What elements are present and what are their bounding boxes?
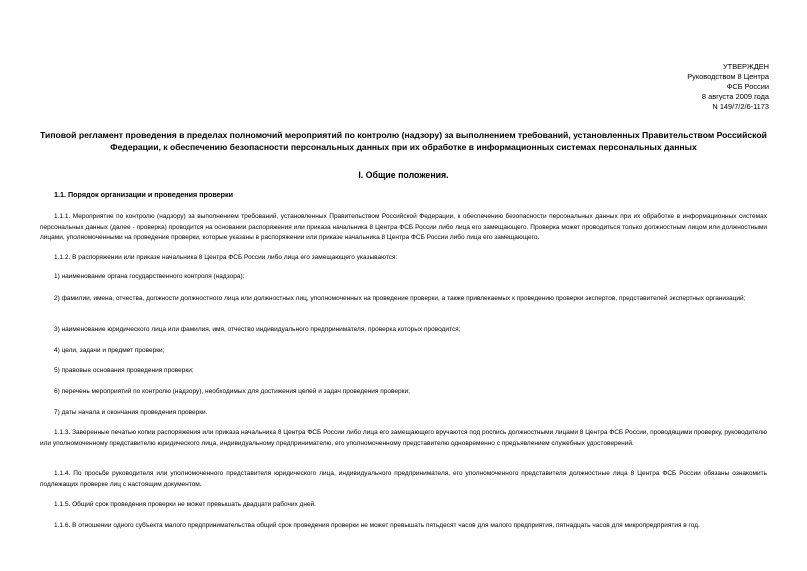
paragraph-1-1-1: 1.1.1. Мероприятие по контролю (надзору) за выполнением требований, установленных Правительством Российской Федерации, к обеспечению безопасности персональных данных при их обработке в информационных системах персональных данных (далее - проверка) проводится на основании распоряжения или приказа начальника 8 Центра ФСБ России либо лица его замещающего. Проверка может проводиться только должностным лицом или должностными лицами, уполномоченными на проведение проверки, которые указаны в распоряжении или приказе начальника 8 Центра ФСБ России либо лица его замещающего. [40, 213, 767, 241]
list-item-4: 4) цели, задачи и предмет проверки; [54, 347, 165, 354]
paragraph-1-1-5: 1.1.5. Общий срок проведения проверки не может превышать двадцати рабочих дней. [54, 501, 316, 508]
paragraph-1-1-4: 1.1.4. По просьбе руководителя или уполномоченного представителя юридического лица, индивидуального предпринимателя, его уполномоченного представителя должностные лица 8 Центра ФСБ России обязаны ознакомить подлежащих проверке лиц с настоящим документом. [40, 470, 767, 488]
list-item-5: 5) правовые основания проведения проверки; [54, 367, 194, 374]
approval-status: УТВЕРЖДЕН [722, 62, 769, 71]
list-item-3: 3) наименование юридического лица или фамилия, имя, отчество индивидуального предпринимателя, проверка которых проводится; [54, 326, 461, 333]
approval-number: N 149/7/2/6-1173 [712, 102, 769, 111]
list-item-1: 1) наименование органа государственного контроля (надзора); [54, 273, 245, 280]
paragraph-1-1-2: 1.1.2. В распоряжении или приказе начальника 8 Центра ФСБ России либо лица его замещающего указываются: [54, 254, 398, 261]
section-title: I. Общие положения. [358, 170, 449, 180]
approval-date: 8 августа 2009 года [701, 92, 769, 101]
approval-authority: Руководством 8 Центра [687, 72, 769, 81]
paragraph-1-1-3: 1.1.3. Заверенные печатью копии распоряжения или приказа начальника 8 Центра ФСБ России либо лица его замещающего вручаются под роспись должностными лицами 8 Центра ФСБ России, проводящими проверку, руководителю или уполномоченному представителю юридического лица, индивидуальному предпринимателю, его уполномоченному представителю одновременно с предъявлением служебных удостоверений. [40, 429, 767, 447]
list-item-2: 2) фамилии, имена, отчества, должности должностного лица или должностных лиц, уполномоченных на проведение проверки, а также привлекаемых к проведению проверки экспертов, представителей экспертных организаций; [54, 295, 746, 302]
document-title: Типовой регламент проведения в пределах полномочий мероприятий по контролю (надзору) за выполнением требований, установленных Правительством Российской Федерации, к обеспечению безопасности персональных данных при их обработке в информационных системах персональных данных [40, 130, 767, 152]
approval-organization: ФСБ России [726, 82, 769, 91]
approval-block [569, 62, 769, 112]
subsection-title: 1.1. Порядок организации и проведения проверки [54, 190, 234, 199]
paragraph-1-1-6: 1.1.6. В отношении одного субъекта малого предпринимательства общий срок проведения проверки не может превышать пятьдесят часов для малого предприятия, пятнадцать часов для микропредприятия в год. [54, 522, 700, 529]
list-item-6: 6) перечень мероприятий по контролю (надзору), необходимых для достижения целей и задач проведения проверки; [54, 388, 410, 395]
list-item-7: 7) даты начала и окончания проведения проверки. [54, 409, 208, 416]
